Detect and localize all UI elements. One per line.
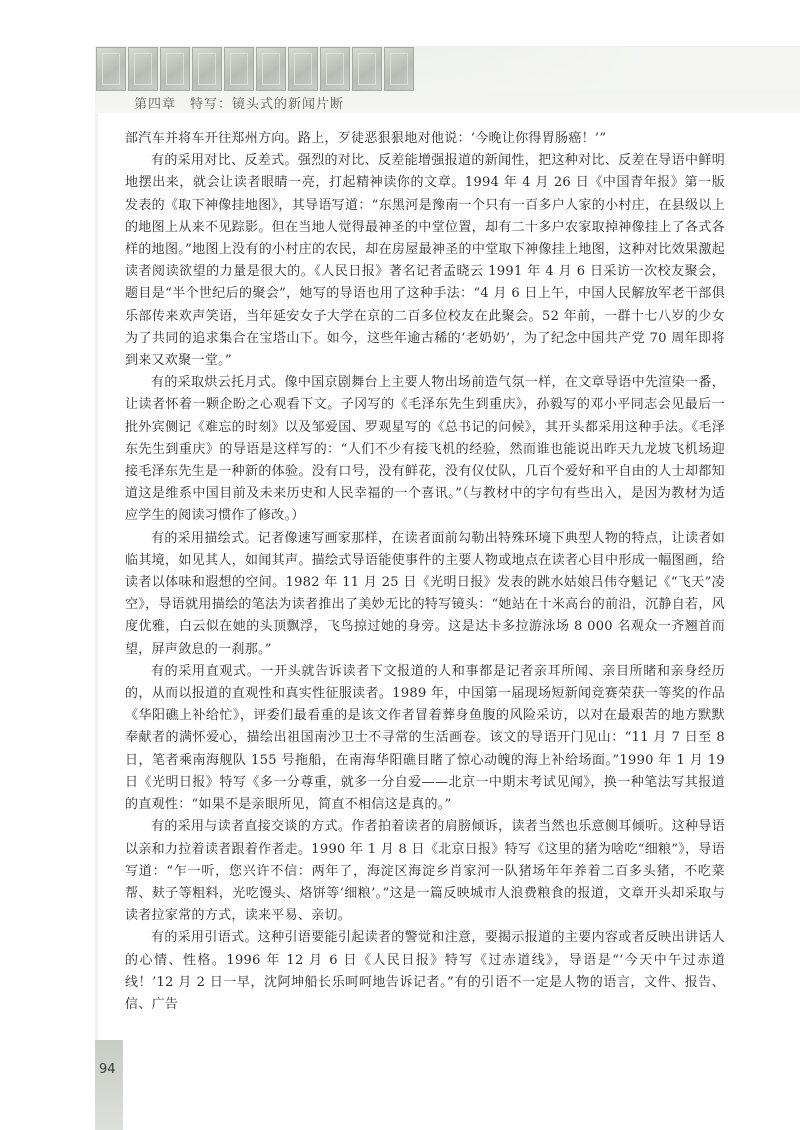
chapter-title: 第四章 特写：镜头式的新闻片断	[134, 97, 345, 112]
paragraph: 有的采取烘云托月式。像中国京剧舞台上主要人物出场前造气氛一样，在文章导语中先渲染一番，让读者怀着一颗企盼之心观看下文。子冈写的《毛泽东先生到重庆》，孙毅写的邓小平同志会见最后一批外宾侧记《难忘的时刻》以及邹爱国、罗观星写的《总书记的问候》，其开头都采用这种手法。《毛泽东先生到重庆》的导语是这样写的：“人们不少有接飞机的经验，然而谁也能说出昨天九龙坡飞机场迎接毛泽东先生是一种新的体验。没有口号，没有鲜花，没有仪仗队，几百个爱好和平自由的人士却都知道这是维系中国目前及未来历史和人民幸福的一个喜讯。”（与教材中的字句有些出入，是因为教材为适应学生的阅读习惯作了修改。）	[125, 375, 725, 524]
header-tile	[384, 47, 414, 91]
page-number-strip	[95, 1040, 123, 1130]
header-decorative-tiles	[96, 47, 416, 97]
header-tile	[320, 47, 350, 91]
header-tile	[224, 47, 254, 91]
header-tile	[352, 47, 382, 91]
left-margin-line	[95, 113, 98, 1040]
page-top-margin	[0, 0, 800, 46]
header-tile	[192, 47, 222, 91]
header-tile	[256, 47, 286, 91]
paragraph: 有的采用描绘式。记者像速写画家那样，在读者面前勾勒出特殊环境下典型人物的特点，让读者如临其境，如见其人，如闻其声。描绘式导语能使事件的主要人物或地点在读者心目中形成一幅图画，给读者以体味和遐想的空间。1982 年 11 月 25 日《光明日报》发表的跳水姑娘吕伟夺魁记《“飞天”凌空》，导语就用描绘的笔法为读者推出了美妙无比的特写镜头：“她站在十米高台的前沿，沉静自若，风度优雅，白云似在她的头顶飘浮，飞鸟掠过她的身旁。这是达卡多拉游泳场 8 000 名观众一齐翘首而望，屏声敛息的一刹那。”	[125, 530, 725, 657]
paragraph: 有的采用引语式。这种引语要能引起读者的警觉和注意，要揭示报道的主要内容或者反映出讲话人的心情、性格。1996 年 12 月 6 日《人民日报》特写《过赤道线》，导语是“‘今天中午过赤道线！’12 月 2 日一早，沈阿坤船长乐呵呵地告诉记者。”有的引语不一定是人物的语言，文件、报告、信、广告	[125, 930, 725, 1012]
body-text	[125, 128, 725, 1016]
header-tile	[128, 47, 158, 91]
header-fade	[420, 47, 800, 91]
paragraph: 有的采用直观式。一开头就告诉读者下文报道的人和事都是记者亲耳所闻、亲目所睹和亲身经历的，从而以报道的直观性和真实性征服读者。1989 年，中国第一届现场短新闻竞赛荣获一等奖的作品《华阳礁上补给忙》，评委们最看重的是该文作者冒着葬身鱼腹的风险采访，以对在最艰苦的地方默默奉献者的满怀爱心，描绘出祖国南沙卫士不寻常的生活画卷。该文的导语开门见山：“11 月 7 日至 8 日，笔者乘南海舰队 155 号拖船，在南海华阳礁目睹了惊心动魄的海上补给场面。”1990 年 1 月 19 日《光明日报》特写《多一分尊重，就多一分自爱——北京一中期末考试见闻》，换一种笔法写其报道的直观性：“如果不是亲眼所见，简直不相信这是真的。”	[125, 663, 725, 813]
paragraph: 有的采用与读者直接交谈的方式。作者拍着读者的肩膀倾诉，读者当然也乐意侧耳倾听。这种导语以亲和力拉着读者跟着作者走。1990 年 1 月 8 日《北京日报》特写《这里的猪为啥吃“细粮”》，导语写道：“乍一听，您兴许不信：两年了，海淀区海淀乡肖家河一队猪场年年养着二百多头猪，不吃菜帮、麸子等粗料，光吃馒头、烙饼等‘细粮’。”这是一篇反映城市人浪费粮食的报道，文章开头却采取与读者拉家常的方式，读来平易、亲切。	[125, 819, 725, 924]
header-tile	[160, 47, 190, 91]
page-number: 94	[99, 1062, 116, 1077]
paragraph: 有的采用对比、反差式。强烈的对比、反差能增强报道的新闻性，把这种对比、反差在导语中鲜明地摆出来，就会让读者眼睛一亮，打起精神读你的文章。1994 年 4 月 26 日《中国青年报》第一版发表的《取下神像挂地图》，其导语写道：“东黑河是豫南一个只有一百多户人家的小村庄，在县级以上的地图上从来不见踪影。但在当地人觉得最神圣的中堂位置，却有二十多户农家取掉神像挂上了各式各样的地图。”地图上没有的小村庄的农民，却在房屋最神圣的中堂取下神像挂上地图，这种对比效果激起读者阅读欲望的力量是很大的。《人民日报》著名记者孟晓云 1991 年 4 月 6 日采访一次校友聚会，题目是“半个世纪后的聚会”，她写的导语也用了这种手法：“4 月 6 日上午，中国人民解放军老干部俱乐部传来欢声笑语，当年延安女子大学在京的二百多位校友在此聚会。52 年前，一群十七八岁的少女为了共同的追求集合在宝塔山下。如今，这些年逾古稀的‘老奶奶’，为了纪念中国共产党 70 周年即将到来又欢聚一堂。”	[125, 153, 725, 369]
paragraph: 部汽车并将车开往郑州方向。路上，歹徒恶狠狠地对他说：‘今晚让你得胃肠癌！’”	[125, 131, 607, 146]
header-tile	[288, 47, 318, 91]
header-tile	[96, 47, 126, 91]
